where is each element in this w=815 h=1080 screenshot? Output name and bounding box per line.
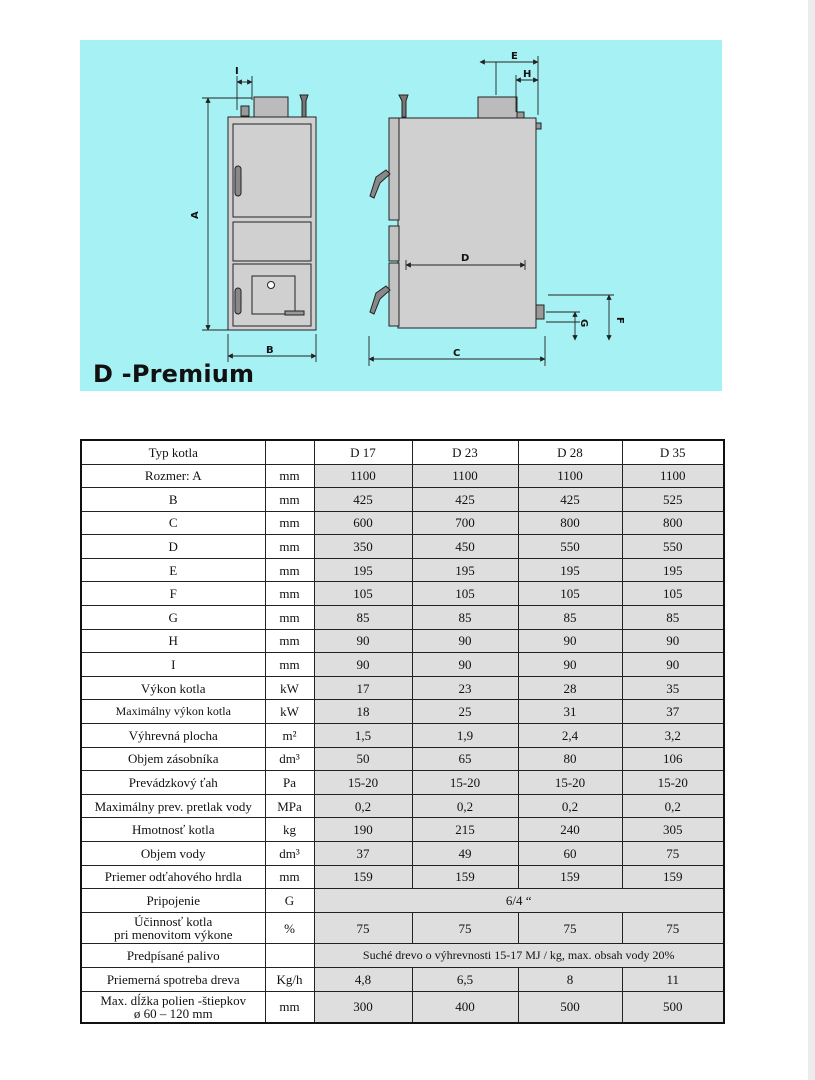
row-value: 25 xyxy=(412,700,518,724)
row-value: 11 xyxy=(622,968,724,992)
row-label: Predpísané palivo xyxy=(81,944,265,968)
table-row xyxy=(81,629,724,653)
table-row xyxy=(81,724,724,748)
row-value: 90 xyxy=(622,629,724,653)
row-value: 800 xyxy=(518,511,622,535)
row-label: Výkon kotla xyxy=(81,676,265,700)
header-model: D 28 xyxy=(518,440,622,464)
row-value: 500 xyxy=(622,992,724,1023)
row-unit xyxy=(265,944,314,968)
row-unit: kg xyxy=(265,818,314,842)
row-value: 75 xyxy=(622,913,724,944)
row-unit: Pa xyxy=(265,771,314,795)
dim-label-c: C xyxy=(453,348,461,359)
row-value: 90 xyxy=(412,629,518,653)
row-unit: mm xyxy=(265,488,314,512)
table-row-log-length xyxy=(81,992,724,1023)
row-value: 190 xyxy=(314,818,412,842)
table-row xyxy=(81,582,724,606)
table-row xyxy=(81,794,724,818)
row-value: 105 xyxy=(314,582,412,606)
row-value: 400 xyxy=(412,992,518,1023)
row-value: 85 xyxy=(622,606,724,630)
row-value: 159 xyxy=(314,865,412,889)
table-row-consumption xyxy=(81,968,724,992)
row-value: 350 xyxy=(314,535,412,559)
row-value: 90 xyxy=(518,629,622,653)
row-value: 159 xyxy=(622,865,724,889)
boiler-diagram xyxy=(80,40,722,391)
header-model: D 17 xyxy=(314,440,412,464)
row-value: 500 xyxy=(518,992,622,1023)
table-row xyxy=(81,653,724,677)
row-label: Maximálny výkon kotla xyxy=(81,700,265,724)
row-label: Objem zásobníka xyxy=(81,747,265,771)
row-unit: mm xyxy=(265,464,314,488)
row-value: 15-20 xyxy=(518,771,622,795)
row-value: 49 xyxy=(412,842,518,866)
row-value: 15-20 xyxy=(622,771,724,795)
row-unit: mm xyxy=(265,653,314,677)
row-value: 90 xyxy=(314,653,412,677)
row-value: 90 xyxy=(412,653,518,677)
table-row xyxy=(81,464,724,488)
row-value: 90 xyxy=(622,653,724,677)
row-value: 195 xyxy=(518,558,622,582)
row-value: 550 xyxy=(622,535,724,559)
row-unit: MPa xyxy=(265,794,314,818)
row-value: 159 xyxy=(518,865,622,889)
row-value: 105 xyxy=(622,582,724,606)
row-value: 450 xyxy=(412,535,518,559)
table-body xyxy=(81,464,724,889)
row-value: 15-20 xyxy=(412,771,518,795)
dim-label-b: B xyxy=(266,345,274,356)
dim-label-i: I xyxy=(235,66,239,77)
row-label xyxy=(81,913,265,944)
row-value: 215 xyxy=(412,818,518,842)
row-unit: m² xyxy=(265,724,314,748)
row-value: 90 xyxy=(518,653,622,677)
row-label: Priemerná spotreba dreva xyxy=(81,968,265,992)
row-label: C xyxy=(81,511,265,535)
row-value: 75 xyxy=(622,842,724,866)
row-label: B xyxy=(81,488,265,512)
table-row xyxy=(81,771,724,795)
table-row xyxy=(81,558,724,582)
table-row xyxy=(81,511,724,535)
row-value: 85 xyxy=(518,606,622,630)
row-unit: mm xyxy=(265,535,314,559)
row-label: H xyxy=(81,629,265,653)
row-value: 240 xyxy=(518,818,622,842)
dim-label-g: G xyxy=(578,319,589,328)
row-value: 105 xyxy=(518,582,622,606)
row-value: 31 xyxy=(518,700,622,724)
row-value: 550 xyxy=(518,535,622,559)
row-value: 1100 xyxy=(314,464,412,488)
row-value: 425 xyxy=(412,488,518,512)
row-value: 17 xyxy=(314,676,412,700)
row-value: 75 xyxy=(314,913,412,944)
row-unit: dm³ xyxy=(265,747,314,771)
row-label-line2: pri menovitom výkone xyxy=(114,927,233,943)
row-label-line1: Účinnosť kotla xyxy=(134,914,213,930)
row-value: 700 xyxy=(412,511,518,535)
table-row xyxy=(81,700,724,724)
row-unit: mm xyxy=(265,865,314,889)
row-value: Suché drevo o výhrevnosti 15-17 MJ / kg, max. obsah vody 20% xyxy=(314,944,724,968)
dim-label-a: A xyxy=(190,211,201,219)
header-model: D 23 xyxy=(412,440,518,464)
row-value: 1100 xyxy=(518,464,622,488)
page-edge xyxy=(808,0,815,1080)
row-value: 1,9 xyxy=(412,724,518,748)
spec-table xyxy=(80,439,725,1024)
row-value: 35 xyxy=(622,676,724,700)
row-value: 85 xyxy=(314,606,412,630)
row-value: 23 xyxy=(412,676,518,700)
header-unit xyxy=(265,440,314,464)
row-label-line1: Max. dĺžka polien -štiepkov xyxy=(100,992,247,1008)
table-row xyxy=(81,842,724,866)
row-unit: dm³ xyxy=(265,842,314,866)
row-value: 0,2 xyxy=(518,794,622,818)
row-value: 85 xyxy=(412,606,518,630)
dim-label-e: E xyxy=(511,51,518,62)
row-value: 37 xyxy=(622,700,724,724)
table-row xyxy=(81,535,724,559)
row-label: D xyxy=(81,535,265,559)
header-model: D 35 xyxy=(622,440,724,464)
row-label: Maximálny prev. pretlak vody xyxy=(81,794,265,818)
row-value: 1,5 xyxy=(314,724,412,748)
row-label: Objem vody xyxy=(81,842,265,866)
row-label: Priemer odťahového hrdla xyxy=(81,865,265,889)
row-value: 50 xyxy=(314,747,412,771)
table-row xyxy=(81,676,724,700)
row-value: 800 xyxy=(622,511,724,535)
row-value: 0,2 xyxy=(622,794,724,818)
table-row xyxy=(81,747,724,771)
table-row xyxy=(81,488,724,512)
row-value: 75 xyxy=(518,913,622,944)
row-unit: Kg/h xyxy=(265,968,314,992)
row-value: 60 xyxy=(518,842,622,866)
row-unit: mm xyxy=(265,558,314,582)
row-unit: mm xyxy=(265,606,314,630)
row-value: 1100 xyxy=(622,464,724,488)
row-value: 37 xyxy=(314,842,412,866)
row-value: 80 xyxy=(518,747,622,771)
row-value: 6,5 xyxy=(412,968,518,992)
row-unit: % xyxy=(265,913,314,944)
row-label: E xyxy=(81,558,265,582)
row-value: 425 xyxy=(518,488,622,512)
row-value: 195 xyxy=(314,558,412,582)
row-unit: kW xyxy=(265,676,314,700)
row-value: 15-20 xyxy=(314,771,412,795)
row-value: 300 xyxy=(314,992,412,1023)
row-unit: mm xyxy=(265,511,314,535)
row-value: 525 xyxy=(622,488,724,512)
row-value: 1100 xyxy=(412,464,518,488)
table-row-fuel xyxy=(81,944,724,968)
row-value: 425 xyxy=(314,488,412,512)
row-label xyxy=(81,992,265,1023)
row-label: Výhrevná plocha xyxy=(81,724,265,748)
dim-label-f: F xyxy=(614,317,625,324)
row-value: 305 xyxy=(622,818,724,842)
row-value: 159 xyxy=(412,865,518,889)
row-value: 195 xyxy=(622,558,724,582)
table-row-efficiency xyxy=(81,913,724,944)
row-unit: mm xyxy=(265,582,314,606)
row-value: 28 xyxy=(518,676,622,700)
row-unit: mm xyxy=(265,629,314,653)
dim-label-d: D xyxy=(461,253,470,264)
row-value: 195 xyxy=(412,558,518,582)
row-value: 4,8 xyxy=(314,968,412,992)
row-value: 8 xyxy=(518,968,622,992)
dim-label-h: H xyxy=(523,69,532,80)
row-value: 0,2 xyxy=(314,794,412,818)
table-header-row xyxy=(81,440,724,464)
row-label: Pripojenie xyxy=(81,889,265,913)
row-value: 105 xyxy=(412,582,518,606)
row-unit: G xyxy=(265,889,314,913)
row-value: 90 xyxy=(314,629,412,653)
row-label: Prevádzkový ťah xyxy=(81,771,265,795)
row-unit: kW xyxy=(265,700,314,724)
row-value: 0,2 xyxy=(412,794,518,818)
row-value: 3,2 xyxy=(622,724,724,748)
row-label: Hmotnosť kotla xyxy=(81,818,265,842)
row-label: G xyxy=(81,606,265,630)
table-row-connection xyxy=(81,889,724,913)
table-row xyxy=(81,606,724,630)
row-value: 2,4 xyxy=(518,724,622,748)
boiler-drawing xyxy=(80,40,722,391)
row-value: 600 xyxy=(314,511,412,535)
row-label: I xyxy=(81,653,265,677)
row-label-line2: ø 60 – 120 mm xyxy=(133,1005,213,1021)
header-label: Typ kotla xyxy=(81,440,265,464)
row-value: 75 xyxy=(412,913,518,944)
table-row xyxy=(81,865,724,889)
row-unit: mm xyxy=(265,992,314,1023)
product-title: D -Premium xyxy=(93,360,255,388)
row-value: 18 xyxy=(314,700,412,724)
row-label: Rozmer: A xyxy=(81,464,265,488)
row-value: 106 xyxy=(622,747,724,771)
table-row xyxy=(81,818,724,842)
row-label: F xyxy=(81,582,265,606)
row-value: 6/4 “ xyxy=(314,889,724,913)
row-value: 65 xyxy=(412,747,518,771)
